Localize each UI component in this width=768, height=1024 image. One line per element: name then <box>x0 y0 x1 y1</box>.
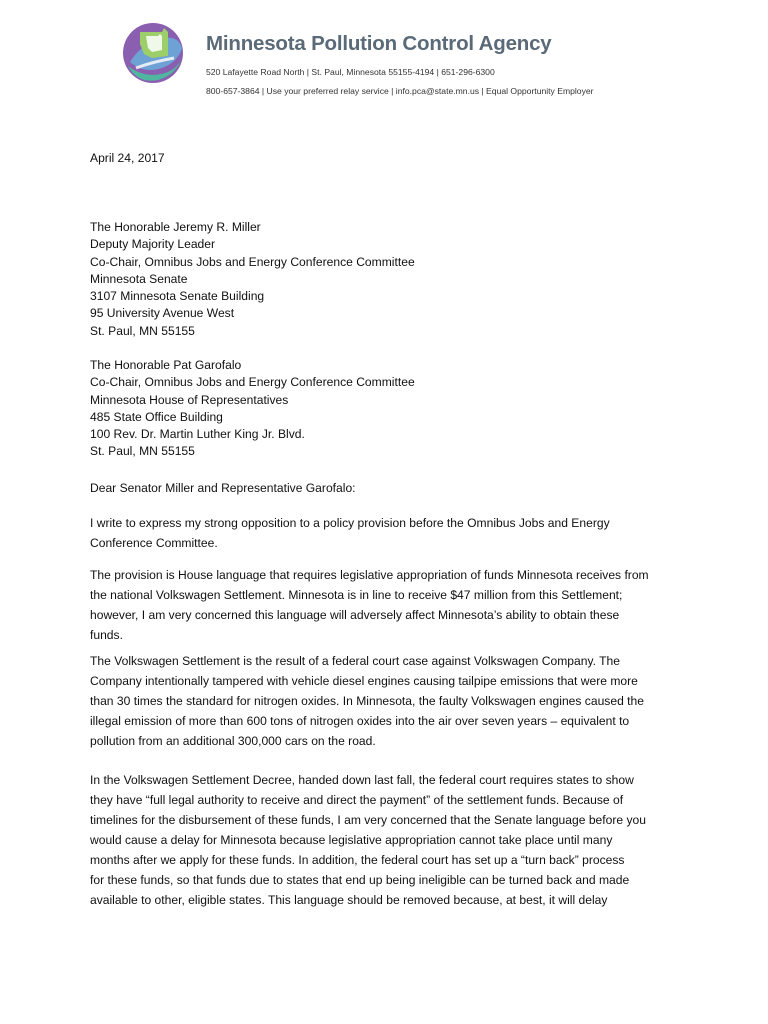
address-line: Minnesota Senate <box>90 271 188 286</box>
paragraph-line: they have “full legal authority to receive and direct the payment” of the settlement funds. Because of <box>90 793 624 807</box>
address-line: Minnesota House of Representatives <box>90 392 289 407</box>
paragraph-line: I write to express my strong opposition to a policy provision before the Omnibus Jobs and Energy <box>90 516 610 530</box>
paragraph-line: however, I am very concerned this language will adversely affect Minnesota’s ability to obtain these <box>90 608 620 622</box>
paragraph-line: the national Volkswagen Settlement. Minnesota is in line to receive $47 million from this Settlement; <box>90 588 623 602</box>
address-line: The Honorable Jeremy R. Miller <box>90 220 261 234</box>
address-line: St. Paul, MN 55155 <box>90 323 195 338</box>
letter-date: April 24, 2017 <box>90 151 165 165</box>
agency-name: Minnesota Pollution Control Agency <box>206 32 552 55</box>
paragraph-line: available to other, eligible states. This language should be removed because, at best, it will delay <box>90 893 608 907</box>
agency-contact-line: 800-657-3864 | Use your preferred relay service | info.pca@state.mn.us | Equal Opportunity Employer <box>206 86 594 96</box>
paragraph-provision <box>90 565 690 645</box>
mpca-logo <box>122 22 184 84</box>
paragraph-line: The Volkswagen Settlement is the result of a federal court case against Volkswagen Company. The <box>90 654 620 668</box>
paragraph-line: Conference Committee. <box>90 536 218 550</box>
paragraph-opposition <box>90 513 690 553</box>
paragraph-line: Company intentionally tampered with vehicle diesel engines causing tailpipe emissions that were more <box>90 674 638 688</box>
paragraph-line: timelines for the disbursement of these funds, I am very concerned that the Senate language before you <box>90 813 646 827</box>
agency-address-line: 520 Lafayette Road North | St. Paul, Minnesota 55155-4194 | 651-296-6300 <box>206 67 495 77</box>
recipient-address-garofalo <box>90 357 415 461</box>
paragraph-settlement <box>90 651 690 751</box>
letterhead <box>122 22 642 102</box>
paragraph-line: The provision is House language that requires legislative appropriation of funds Minnesota receives from <box>90 568 649 582</box>
paragraph-decree <box>90 770 690 910</box>
address-line: The Honorable Pat Garofalo <box>90 358 242 372</box>
paragraph-line: pollution from an additional 300,000 cars on the road. <box>90 734 376 748</box>
address-line: Deputy Majority Leader <box>90 237 216 252</box>
address-line: 95 University Avenue West <box>90 306 235 321</box>
paragraph-line: would cause a delay for Minnesota because legislative appropriation cannot take place until many <box>90 833 613 847</box>
address-line: 3107 Minnesota Senate Building <box>90 289 265 304</box>
address-line: Co-Chair, Omnibus Jobs and Energy Conference Committee <box>90 254 415 269</box>
address-line: Co-Chair, Omnibus Jobs and Energy Conference Committee <box>90 375 415 390</box>
address-line: 485 State Office Building <box>90 409 223 424</box>
paragraph-line: months after we apply for these funds. In addition, the federal court has set up a “turn back” process <box>90 853 625 867</box>
paragraph-line: for these funds, so that funds due to states that end up being ineligible can be turned back and made <box>90 873 630 887</box>
paragraph-line: than 30 times the standard for nitrogen oxides. In Minnesota, the faulty Volkswagen engines caused the <box>90 694 644 708</box>
address-line: 100 Rev. Dr. Martin Luther King Jr. Blvd. <box>90 427 305 442</box>
address-line: St. Paul, MN 55155 <box>90 444 195 459</box>
paragraph-line: In the Volkswagen Settlement Decree, handed down last fall, the federal court requires states to show <box>90 773 634 787</box>
recipient-address-miller <box>90 219 415 340</box>
paragraph-line: funds. <box>90 628 123 642</box>
paragraph-line: illegal emission of more than 600 tons of nitrogen oxides into the air over seven years – equivalent to <box>90 714 630 728</box>
salutation: Dear Senator Miller and Representative Garofalo: <box>90 481 356 495</box>
